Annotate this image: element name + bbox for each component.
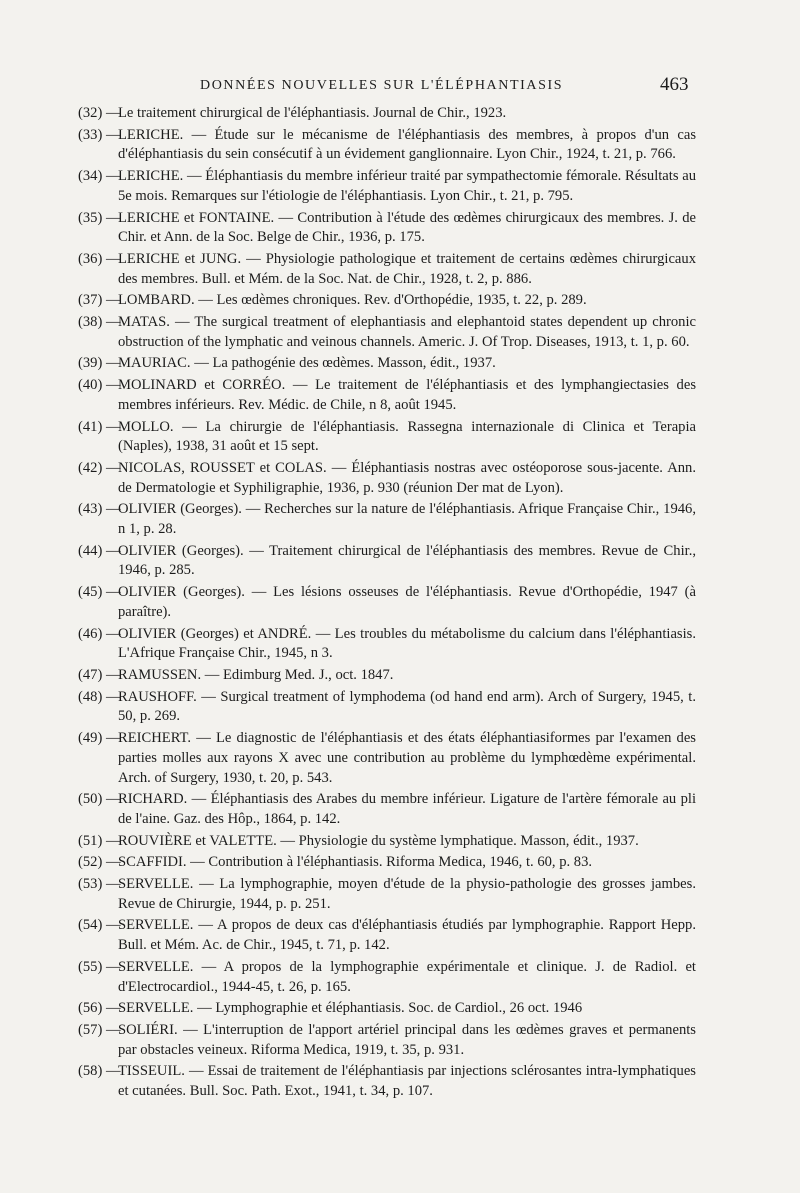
reference-text: Le traitement chirurgical de l'éléphantiasis. Journal de Chir., 1923.: [118, 105, 507, 121]
reference-entry: [78, 729, 696, 788]
reference-text: MAURIAC. — La pathogénie des œdèmes. Masson, édit., 1937.: [118, 355, 496, 372]
reference-number: (55) —: [78, 958, 121, 975]
reference-text: REICHERT. — Le diagnostic de l'éléphantiasis et des états éléphantiasiformes par l'examen des parties molles aux rayons X avec une contribution au problème du lymphœdème expérimental. Arch. of Surgery, 1930, t. 20, p. 543.: [118, 730, 696, 786]
reference-entry: [78, 542, 696, 581]
reference-number: (35) —: [78, 209, 121, 226]
reference-text: LOMBARD. — Les œdèmes chroniques. Rev. d'Orthopédie, 1935, t. 22, p. 289.: [118, 292, 587, 309]
page-number: 463: [660, 74, 689, 95]
reference-number: (36) —: [78, 250, 121, 267]
reference-number: (45) —: [78, 584, 121, 601]
reference-entry: [78, 250, 696, 289]
reference-number: (56) —: [78, 1000, 121, 1017]
reference-text: SOLIÉRI. — L'interruption de l'apport artériel principal dans les œdèmes graves et permanents par obstacles veineux. Riforma Medica, 1919, t. 35, p. 931.: [118, 1021, 696, 1058]
reference-entry: [78, 666, 696, 686]
reference-entry: [78, 958, 696, 997]
reference-number: (44) —: [78, 542, 121, 559]
reference-text: LERICHE et JUNG. — Physiologie pathologique et traitement de certains œdèmes chirurgicaux des membres. Bull. et Mém. de la Soc. Nat. de Chir., 1928, t. 2, p. 886.: [118, 250, 696, 287]
running-title: DONNÉES NOUVELLES SUR L'ÉLÉPHANTIASIS: [200, 78, 564, 93]
reference-entry: [78, 104, 696, 124]
reference-entry: [78, 376, 696, 415]
reference-text: ROUVIÈRE et VALETTE. — Physiologie du système lymphatique. Masson, édit., 1937.: [118, 832, 639, 849]
reference-text: RAUSHOFF. — Surgical treatment of lymphodema (od hand end arm). Arch of Surgery, 1945, t. 50, p. 269.: [118, 688, 696, 725]
reference-number: (49) —: [78, 730, 121, 747]
reference-number: (40) —: [78, 377, 121, 394]
reference-entry: [78, 500, 696, 539]
reference-number: (58) —: [78, 1063, 121, 1080]
reference-number: (32) —: [78, 105, 121, 121]
reference-number: (39) —: [78, 355, 121, 372]
reference-text: RAMUSSEN. — Edimburg Med. J., oct. 1847.: [118, 666, 394, 683]
reference-text: OLIVIER (Georges). — Recherches sur la nature de l'éléphantiasis. Afrique Française Chir., 1946, n 1, p. 28.: [118, 501, 696, 538]
reference-entry: [78, 916, 696, 955]
reference-entry: [78, 832, 696, 852]
reference-entry: [78, 209, 696, 248]
reference-text: SERVELLE. — A propos de deux cas d'éléphantiasis étudiés par lymphographie. Rapport Hepp. Bull. et Mém. Ac. de Chir., 1945, t. 71, p. 142.: [118, 917, 696, 954]
reference-text: LERICHE et FONTAINE. — Contribution à l'étude des œdèmes chirurgicaux des membres. J. de Chir. et Ann. de la Soc. Belge de Chir., 1936, p. 175.: [118, 209, 696, 246]
reference-entry: [78, 625, 696, 664]
reference-text: SERVELLE. — Lymphographie et éléphantiasis. Soc. de Cardiol., 26 oct. 1946: [118, 1000, 583, 1017]
reference-text: MOLLO. — La chirurgie de l'éléphantiasis. Rassegna internazionale di Clinica et Terapia (Naples), 1938, 31 août et 15 sept.: [118, 418, 696, 455]
reference-entry: [78, 459, 696, 498]
reference-text: SERVELLE. — A propos de la lymphographie expérimentale et clinique. J. de Radiol. et d'Electrocardiol., 1944-45, t. 26, p. 165.: [118, 958, 696, 995]
reference-number: (37) —: [78, 292, 121, 309]
reference-number: (50) —: [78, 791, 121, 808]
reference-entry: [78, 790, 696, 829]
reference-text: LERICHE. — Éléphantiasis du membre inférieur traité par sympathectomie fémorale. Résultats au 5e mois. Remarques sur l'étiologie de l'éléphantiasis. Lyon Chir., t. 21, p. 795.: [118, 168, 696, 204]
reference-text: MATAS. — The surgical treatment of elephantiasis and elephantoid states dependent up chronic obstruction of the lymphatic and veinous channels. Americ. J. Of Trop. Diseases, 1913, t. 1, p. 60.: [118, 314, 696, 350]
reference-number: (34) —: [78, 168, 121, 185]
reference-entry: [78, 875, 696, 914]
reference-text: LERICHE. — Étude sur le mécanisme de l'éléphantiasis des membres, à propos d'un cas d'éléphantiasis du sein consécutif à un évidement ganglionnaire. Lyon Chir., 1924, t. 21, p. 766.: [118, 126, 696, 163]
reference-entry: [78, 167, 696, 206]
reference-number: (47) —: [78, 666, 121, 683]
reference-number: (41) —: [78, 418, 121, 435]
reference-entry: [78, 418, 696, 457]
reference-text: TISSEUIL. — Essai de traitement de l'éléphantiasis par injections sclérosantes intra-lymphatiques et cutanées. Bull. Soc. Path. Exot., 1941, t. 34, p. 107.: [118, 1063, 696, 1100]
page-header: [0, 72, 800, 102]
reference-text: SERVELLE. — La lymphographie, moyen d'étude de la physio-pathologie des grosses jambes. Revue de Chirurgie, 1944, p. p. 251.: [118, 876, 696, 912]
reference-number: (42) —: [78, 459, 121, 476]
reference-text: OLIVIER (Georges) et ANDRÉ. — Les troubles du métabolisme du calcium dans l'éléphantiasis. L'Afrique Française Chir., 1945, n 3.: [118, 625, 696, 662]
reference-number: (57) —: [78, 1021, 121, 1038]
reference-text: MOLINARD et CORRÉO. — Le traitement de l'éléphantiasis et des lymphangiectasies des membres inférieurs. Rev. Médic. de Chile, n 8, août 1945.: [118, 377, 696, 413]
reference-entry: [78, 688, 696, 727]
reference-entry: [78, 1021, 696, 1060]
reference-number: (53) —: [78, 876, 121, 893]
reference-entry: [78, 291, 696, 311]
reference-text: NICOLAS, ROUSSET et COLAS. — Éléphantiasis nostras avec ostéoporose sous-jacente. Ann. de Dermatologie et Syphiligraphie, 1936, p. 930 (réunion Der mat de Lyon).: [118, 459, 696, 496]
reference-text: OLIVIER (Georges). — Traitement chirurgical de l'éléphantiasis des membres. Revue de Chir., 1946, p. 285.: [118, 542, 696, 579]
reference-number: (46) —: [78, 625, 121, 642]
reference-entry: [78, 313, 696, 352]
reference-number: (33) —: [78, 126, 121, 143]
reference-number: (52) —: [78, 854, 121, 871]
reference-text: RICHARD. — Éléphantiasis des Arabes du membre inférieur. Ligature de l'artère fémorale au pli de l'aine. Gaz. des Hôp., 1864, p. 142.: [118, 791, 696, 827]
reference-number: (51) —: [78, 832, 121, 849]
reference-number: (48) —: [78, 688, 121, 705]
reference-text: OLIVIER (Georges). — Les lésions osseuses de l'éléphantiasis. Revue d'Orthopédie, 1947 (à paraître).: [118, 584, 696, 620]
reference-number: (54) —: [78, 917, 121, 934]
reference-entry: [78, 1062, 696, 1101]
reference-text: SCAFFIDI. — Contribution à l'éléphantiasis. Riforma Medica, 1946, t. 60, p. 83.: [118, 854, 593, 871]
reference-entry: [78, 583, 696, 622]
reference-entry: [78, 354, 696, 374]
reference-entry: [78, 999, 696, 1019]
reference-number: (43) —: [78, 501, 121, 518]
reference-entry: [78, 126, 696, 165]
reference-entry: [78, 853, 696, 873]
bibliography-list: [78, 104, 696, 1104]
reference-number: (38) —: [78, 314, 121, 331]
